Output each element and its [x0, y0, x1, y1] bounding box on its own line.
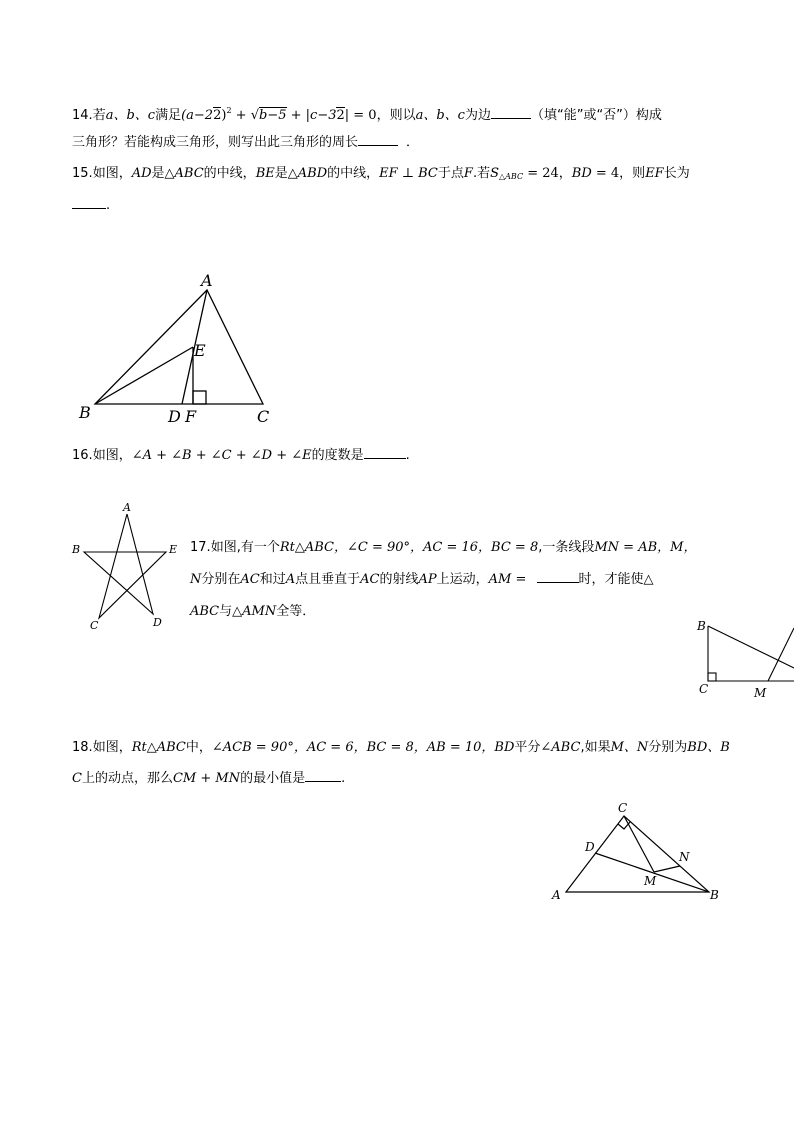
label-B: B	[697, 619, 706, 633]
q14-line1: 14.若a、b、c满足$(a-22)^2 + √b-5 + |c-32| = 0$，则以a、b、c为边 （填“能”或“否”）构成	[72, 106, 662, 123]
q18-line2: C上的动点，那么CM + MN的最小值是 .	[72, 771, 346, 786]
label-M: M	[754, 686, 767, 700]
q18-line1: 18.如图，Rt△ABC中，∠ACB = 90°，AC = 6，BC = 8，AB = 10，BD平分∠ABC,如果M、N分别为BD、B	[72, 740, 730, 755]
label-A: A	[123, 501, 131, 514]
q16-line: 16.如图，∠A + ∠B + ∠C + ∠D + ∠E的度数是 .	[72, 448, 410, 463]
segment-mn	[654, 866, 680, 872]
q17-line2: N分别在AC和过A点且垂直于AC的射线AP上运动，AM = 时，才能使△	[190, 572, 654, 587]
label-B: B	[72, 543, 81, 556]
q15-line1: 15.如图，AD是△ABC的中线，BE是△ABD的中线，EF ⊥ BC于点F.若$S_{\triangle ABC} = 24$，BD = 4，则EF长为	[72, 166, 690, 181]
label-B: B	[710, 888, 719, 902]
label-A: A	[552, 888, 561, 902]
label-B: B	[79, 403, 91, 422]
label-D: D	[153, 616, 162, 629]
label-D: D	[585, 840, 595, 854]
q17-line1: 17.如图,有一个Rt△ABC，∠C = 90°，AC = 16，BC = 8,一条线段MN = AB，M，	[190, 540, 697, 555]
label-C: C	[257, 407, 270, 426]
label-E: E	[169, 543, 178, 556]
label-C: C	[90, 619, 99, 632]
label-D: D	[168, 407, 181, 426]
label-F: F	[185, 407, 197, 426]
q14-line2: 三角形？若能构成三角形，则写出此三角形的周长 ．	[72, 135, 420, 150]
label-A: A	[201, 271, 213, 290]
label-M: M	[644, 874, 657, 888]
label-C: C	[699, 682, 709, 696]
label-N: N	[679, 850, 690, 864]
q17-line3: ABC与△AMN全等．	[190, 604, 316, 619]
label-C: C	[618, 801, 628, 815]
label-E: E	[194, 341, 206, 360]
q15-line2: .	[72, 196, 110, 216]
